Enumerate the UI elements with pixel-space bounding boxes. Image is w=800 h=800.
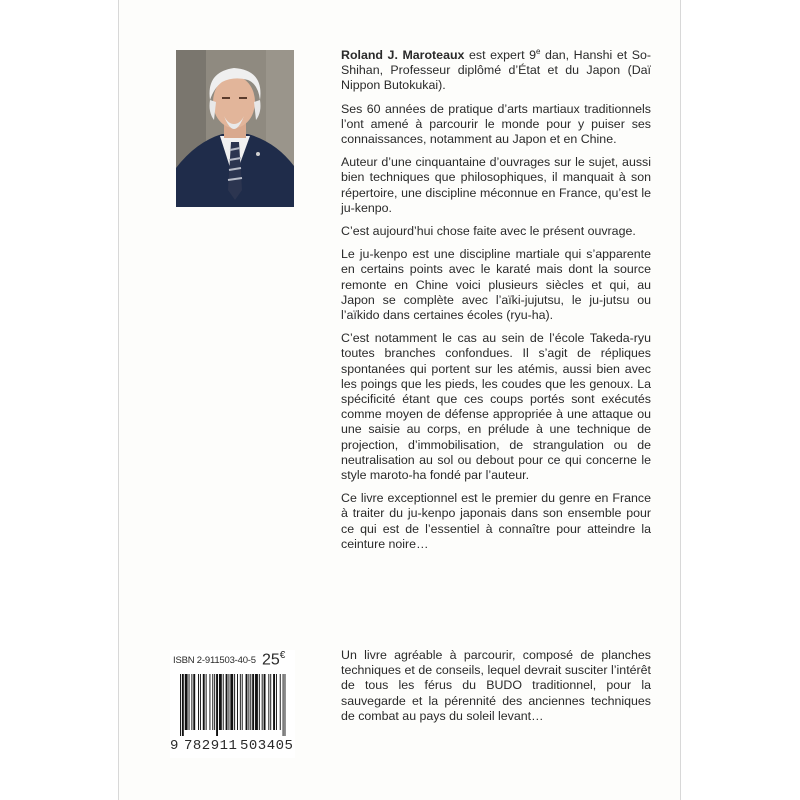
barcode-bar bbox=[262, 674, 263, 730]
barcode-right-digits: 503405 bbox=[240, 738, 294, 754]
barcode-bar bbox=[250, 674, 251, 730]
barcode-left-digits: 782911 bbox=[184, 738, 238, 754]
barcode-bar bbox=[255, 674, 258, 730]
barcode-first-digit: 9 bbox=[170, 738, 179, 754]
author-photo bbox=[176, 50, 294, 207]
barcode-bar bbox=[246, 674, 248, 730]
barcode-bar bbox=[242, 674, 243, 730]
author-bio bbox=[341, 48, 651, 94]
barcode-bar bbox=[185, 674, 188, 730]
barcode-bar bbox=[206, 674, 207, 730]
barcode-bar bbox=[268, 674, 269, 730]
barcode-bar bbox=[223, 674, 224, 730]
back-cover-text bbox=[341, 48, 651, 560]
barcode-bar bbox=[237, 674, 238, 730]
barcode-icon bbox=[178, 674, 288, 736]
barcode-bar bbox=[203, 674, 205, 730]
paragraph: Ce livre exceptionnel est le premier du genre en France à traiter du ju-kenpo japonais dans son ensemble pour ce qui est de l’essentiel à connaître pour atteindre la ceinture noire… bbox=[341, 491, 651, 551]
barcode-block bbox=[170, 650, 295, 758]
barcode-bar bbox=[283, 674, 284, 736]
price-label bbox=[262, 650, 285, 669]
barcode-bar bbox=[209, 674, 210, 730]
barcode-bar bbox=[198, 674, 199, 730]
barcode-bar bbox=[226, 674, 228, 730]
barcode-bar bbox=[270, 674, 271, 730]
paragraph: Ses 60 années de pratique d’arts martiaux traditionnels l’ont amené à parcourir le monde pour y puiser ses connaissances, notamment au Japon et en Chine. bbox=[341, 101, 651, 147]
isbn-label: ISBN 2-911503-40-5 bbox=[173, 655, 256, 666]
paragraph: Auteur d’une cinquantaine d’ouvrages sur le sujet, aussi bien techniques que philosophiques, il manquait à son répertoire, une discipline méconnue en France, qu’est le ju-kenpo. bbox=[341, 155, 651, 215]
barcode-bar bbox=[259, 674, 260, 730]
author-name: Roland J. Maroteaux bbox=[341, 48, 465, 62]
barcode-bar bbox=[182, 674, 184, 736]
barcode-bar bbox=[280, 674, 281, 730]
barcode-bar bbox=[180, 674, 181, 736]
barcode-bar bbox=[193, 674, 195, 730]
barcode-bar bbox=[200, 674, 201, 730]
barcode-bar bbox=[228, 674, 229, 730]
barcode-bar bbox=[212, 674, 213, 730]
author-portrait-image bbox=[176, 50, 294, 207]
barcode-bar bbox=[264, 674, 266, 730]
barcode-bar bbox=[252, 674, 254, 730]
barcode-bar bbox=[191, 674, 192, 730]
barcode-bar bbox=[248, 674, 249, 730]
barcode-bar bbox=[214, 674, 215, 730]
barcode-bar bbox=[285, 674, 286, 736]
barcode-bar bbox=[216, 674, 218, 736]
barcode-bar bbox=[273, 674, 275, 730]
barcode-bar bbox=[219, 674, 222, 730]
author-bio-part2: dan, Hanshi et So-Shihan, Professeur diplômé d’État et du Japon (Daï Nippon Butokukai). bbox=[341, 48, 651, 93]
paragraph: C’est notamment le cas au sein de l’école Takeda-ryu toutes branches confondues. Il s’agit de répliques spontanées qui portent sur les atémis, aussi bien avec les poings que les pieds, les coudes que les genoux. La spécificité étant que ces coups portés sont exécutés comme moyen de défense appropriée à une attaque ou une saisie au corps, en prélude à une technique de projection, d’immobilisation, de strangulation ou de neutralisation au sol ou debout pour ce qui concerne le style maroto-ha fondé par l’auteur. bbox=[341, 331, 651, 483]
barcode-bar bbox=[240, 674, 241, 730]
paragraph: C’est aujourd’hui chose faite avec le présent ouvrage. bbox=[341, 224, 636, 239]
barcode-bar bbox=[276, 674, 277, 730]
currency-symbol: € bbox=[279, 650, 286, 661]
author-bio-part1: est expert 9 bbox=[464, 48, 536, 62]
price-value: 25 bbox=[262, 651, 280, 669]
paragraph: Le ju-kenpo est une discipline martiale qui s’apparente en certains points avec le karaté mais dont la source remonte en Chine voici plusieurs siècles et qui, au Japon se complète avec l’aïki-jujutsu, le ju-jutsu ou l’aïkido dans certaines écoles (ryu-ha). bbox=[341, 247, 651, 323]
barcode-bar bbox=[189, 674, 190, 730]
author-bio-sup: e bbox=[535, 46, 541, 56]
barcode-bar bbox=[230, 674, 233, 730]
closing-paragraph: Un livre agréable à parcourir, composé de planches techniques et de conseils, lequel devrait susciter l’intérêt de tous les férus du BUDO traditionnel, pour la sauvegarde et la pérennité des anciennes techniques de combat au pays du soleil levant… bbox=[341, 648, 651, 723]
barcode-bar bbox=[234, 674, 235, 730]
